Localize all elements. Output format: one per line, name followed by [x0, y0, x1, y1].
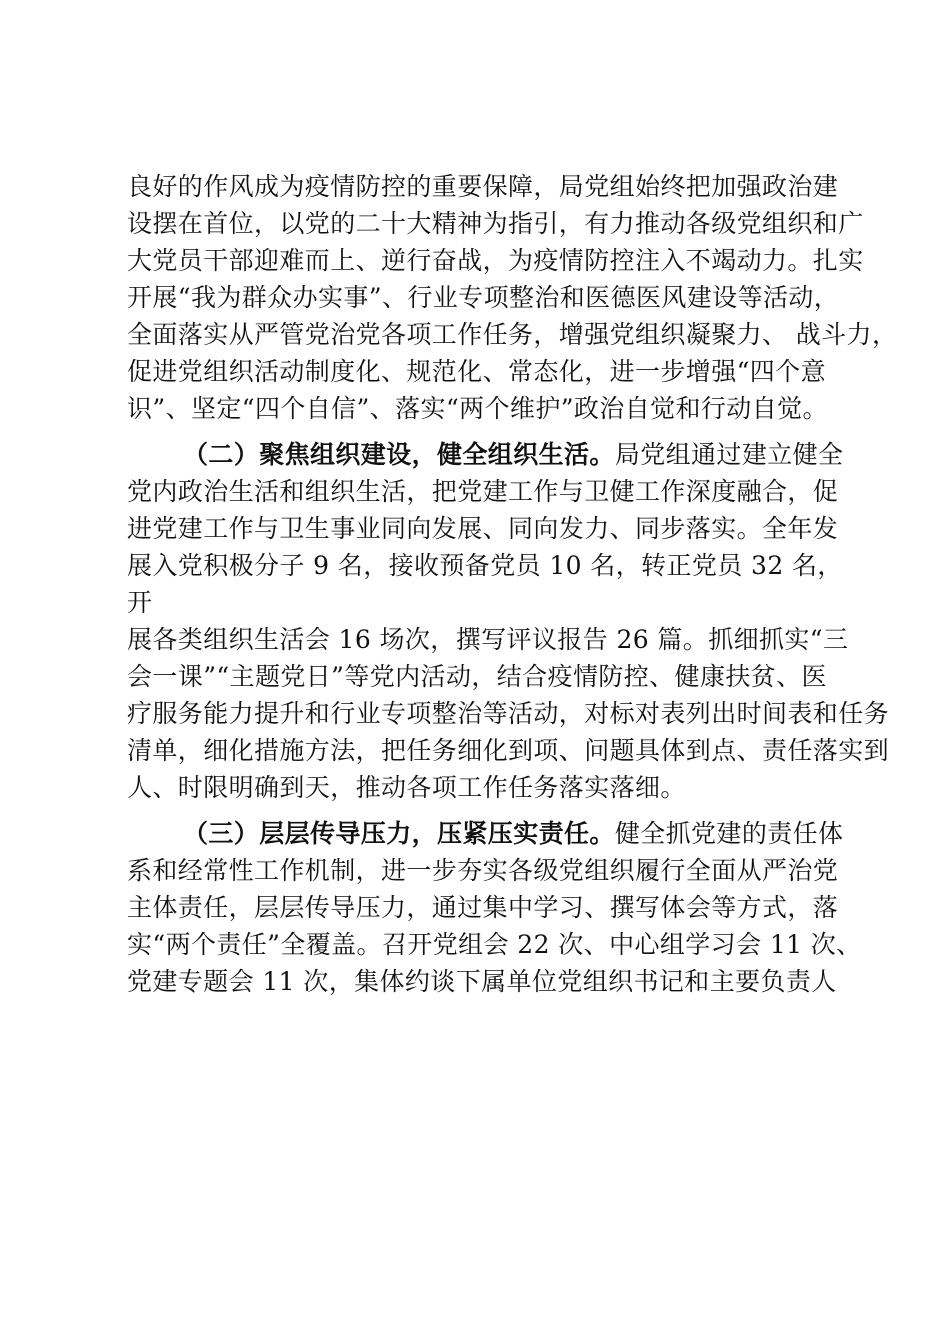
- paragraph-1: [127, 168, 898, 427]
- text-line: 开: [127, 588, 153, 617]
- text-line: 人、时限明确到天，推动各项工作任务落实落细。: [127, 773, 686, 802]
- text-line: 识”、坚定“四个自信”、落实“两个维护”政治自觉和行动自觉。: [127, 394, 828, 423]
- text-line: 设摆在首位，以党的二十大精神为指引，有力推动各级党组织和广: [127, 209, 864, 238]
- text-line: 促进党组织活动制度化、规范化、常态化，进一步增强“四个意: [127, 357, 826, 386]
- paragraph-3: [127, 815, 862, 1000]
- paragraph-2: [127, 436, 890, 806]
- text-line: 展入党积极分子 9 名，接收预备党员 10 名，转正党员 32 名，: [127, 551, 843, 580]
- text-line: 党内政治生活和组织生活，把党建工作与卫健工作深度融合，促: [127, 477, 839, 506]
- text-line: 全面落实从严管党治党各项工作任务，增强党组织凝聚力、 战斗力，: [127, 320, 898, 349]
- text-line: 进党建工作与卫生事业同向发展、同向发力、同步落实。全年发: [127, 514, 839, 543]
- text-line: 党建专题会 11 次，集体约谈下属单位党组织书记和主要负责人: [127, 967, 837, 996]
- text-span: 局党组通过建立健全: [614, 440, 844, 469]
- text-line: 系和经常性工作机制，进一步夯实各级党组织履行全面从严治党: [127, 856, 839, 885]
- section-heading: （二）聚焦组织建设，健全组织生活。: [183, 440, 615, 469]
- text-line: 会一课”“主题党日”等党内活动，结合疫情防控、健康扶贫、医: [127, 662, 827, 691]
- text-span: 健全抓党建的责任体: [614, 819, 844, 848]
- text-line: 主体责任，层层传导压力，通过集中学习、撰写体会等方式，落: [127, 893, 839, 922]
- section-heading: （三）层层传导压力，压紧压实责任。: [183, 819, 615, 848]
- text-line: 清单，细化措施方法，把任务细化到项、问题具体到点、责任落实到: [127, 736, 890, 765]
- text-line: [127, 815, 844, 852]
- text-line: 开展“我为群众办实事”、行业专项整治和医德医风建设等活动，: [127, 283, 840, 312]
- text-line: 良好的作风成为疫情防控的重要保障，局党组始终把加强政治建: [127, 172, 839, 201]
- text-line: 大党员干部迎难而上、逆行奋战，为疫情防控注入不竭动力。扎实: [127, 246, 864, 275]
- text-line: 疗服务能力提升和行业专项整治等活动，对标对表列出时间表和任务: [127, 699, 890, 728]
- text-line: 展各类组织生活会 16 场次，撰写评议报告 26 篇。抓细抓实“三: [127, 625, 849, 654]
- document-body: [127, 168, 898, 1000]
- text-line: [127, 436, 844, 473]
- text-line: 实“两个责任”全覆盖。召开党组会 22 次、中心组学习会 11 次、: [127, 930, 862, 959]
